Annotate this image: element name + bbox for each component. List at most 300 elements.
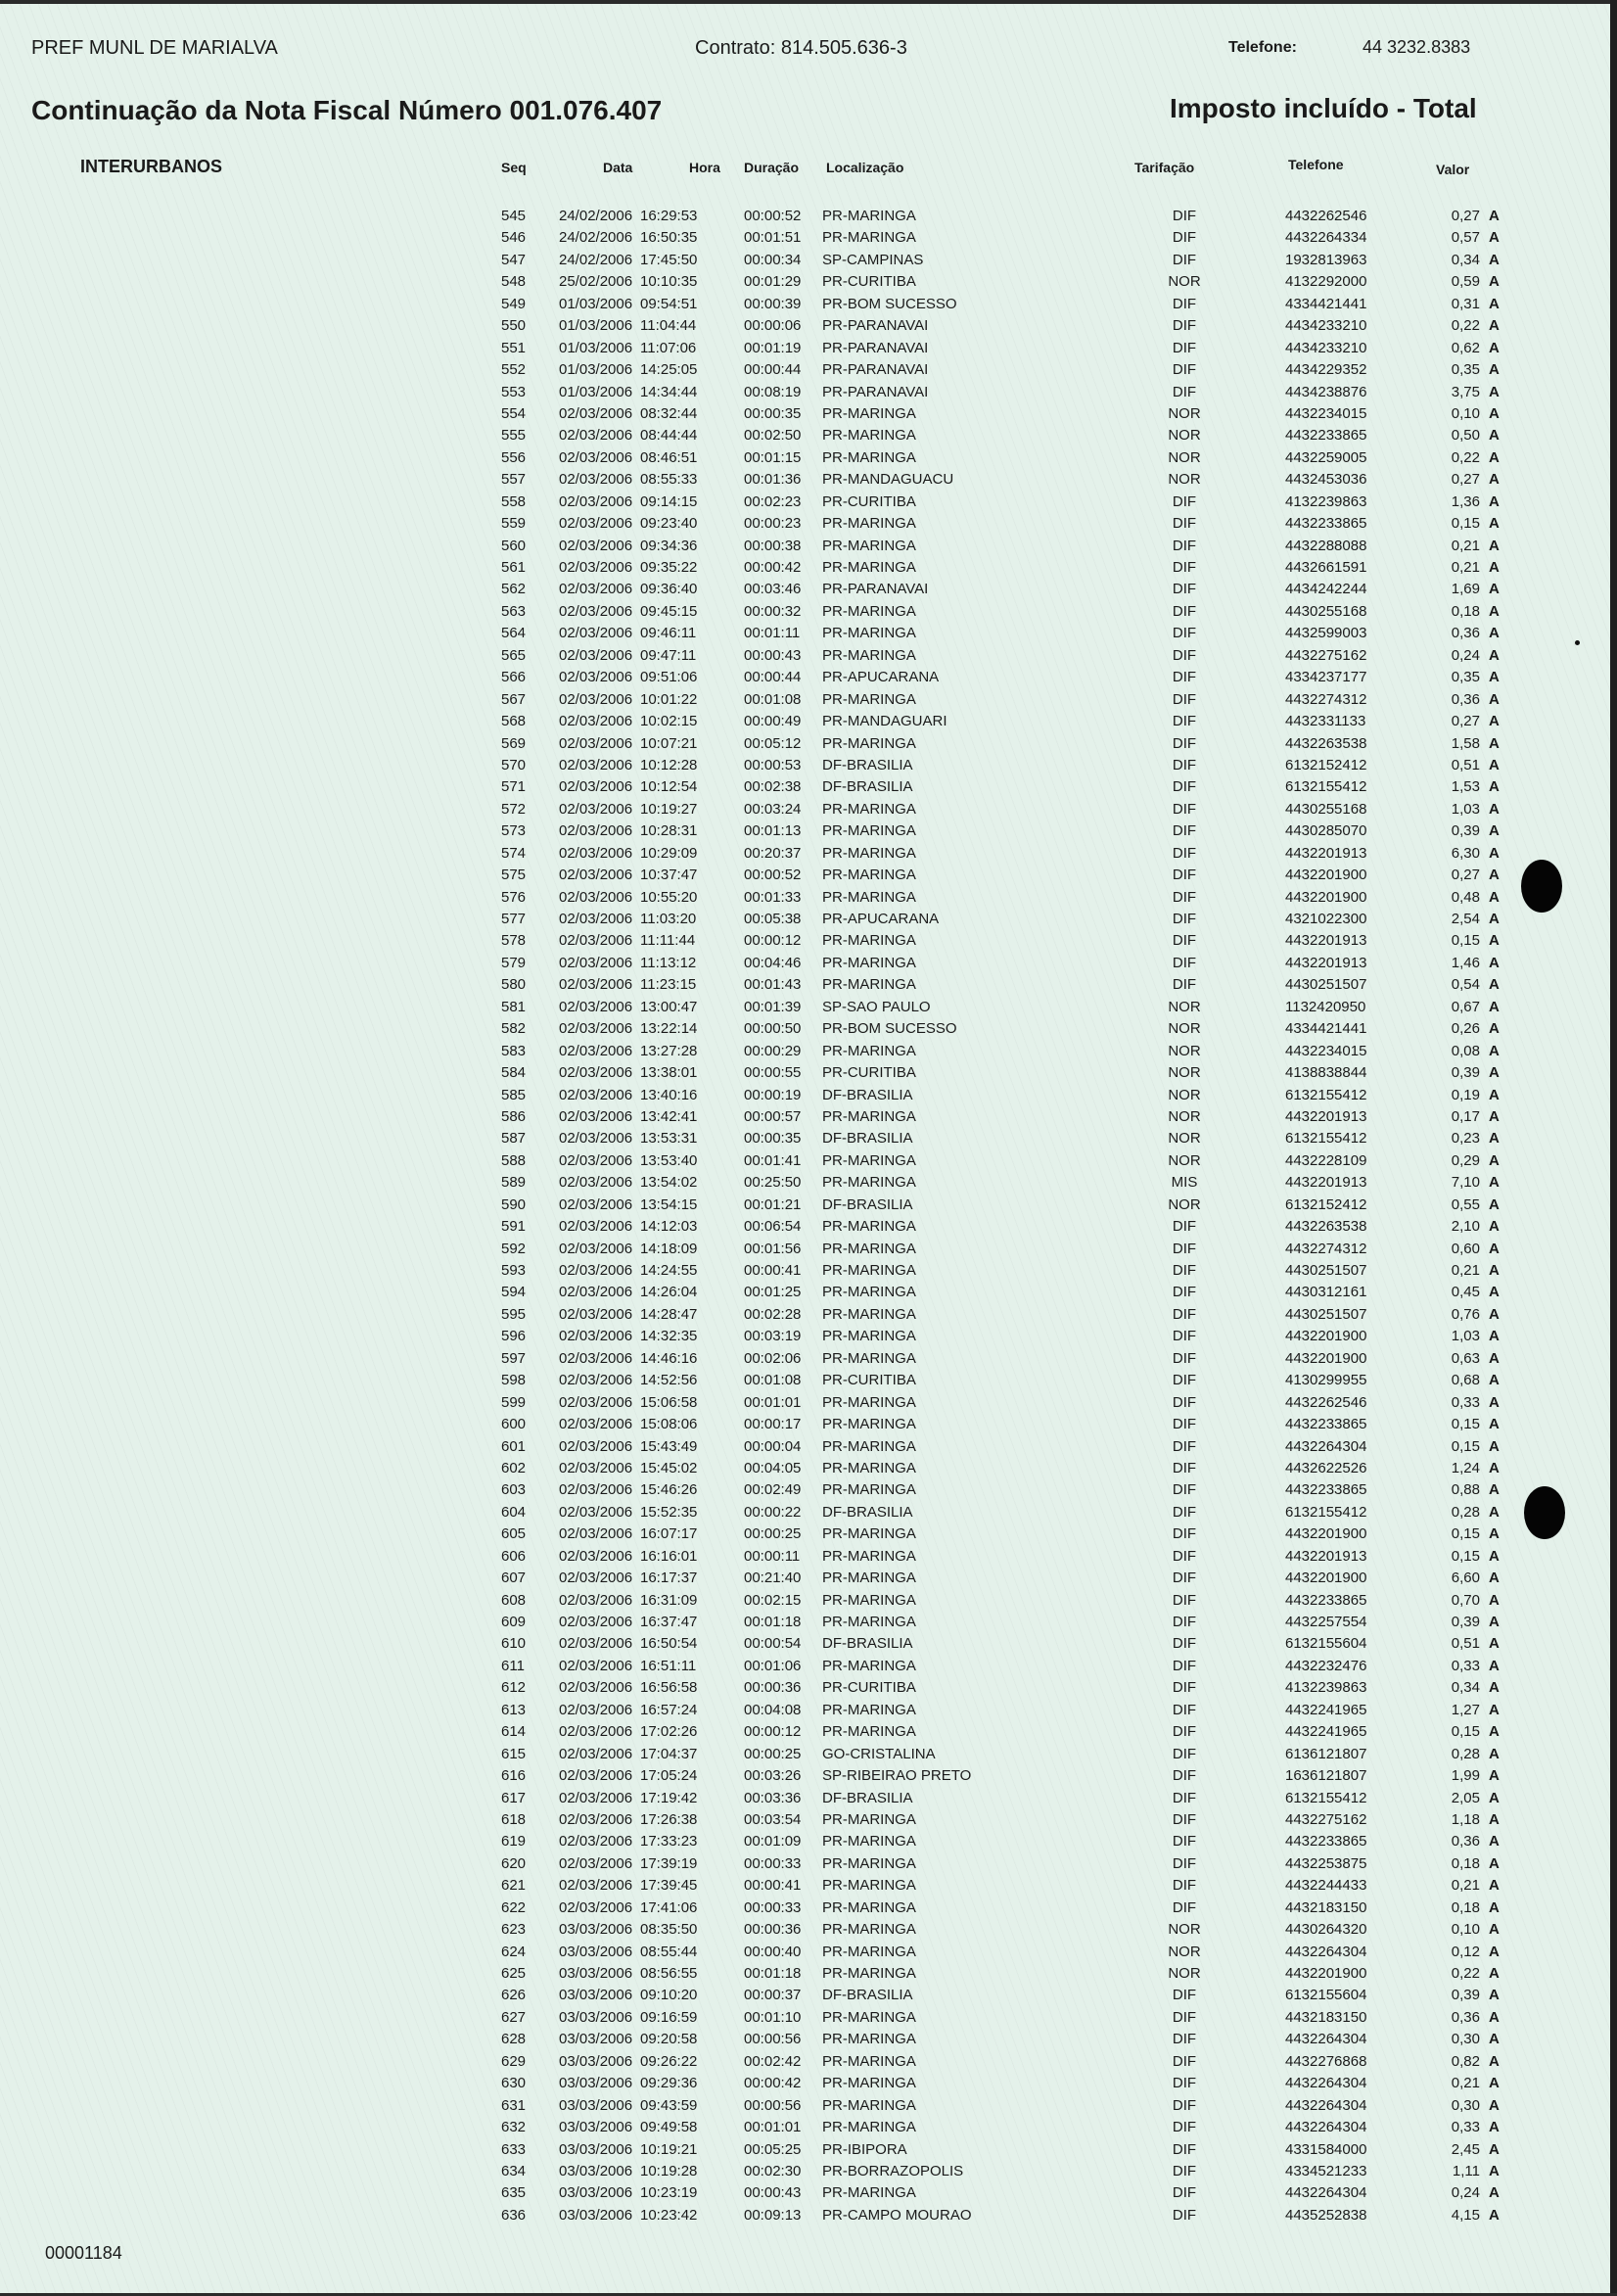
cell-flag: A [1489,646,1500,664]
cell-telefone: 4132239863 [1285,1679,1367,1697]
cell-seq: 553 [501,383,527,400]
cell-seq: 617 [501,1789,527,1806]
cell-localizacao: PR-MARINGA [822,1921,916,1939]
table-row [0,689,1617,711]
cell-telefone: 4432234015 [1285,404,1367,422]
cell-tarifacao: DIF [1172,1393,1197,1411]
cell-date: 02/03/2006 [559,1195,633,1213]
cell-telefone: 1132420950 [1285,998,1366,1015]
cell-seq: 546 [501,229,527,247]
cell-valor: 0,22 [1451,1965,1480,1982]
table-row [0,536,1617,557]
cell-localizacao: PR-MARINGA [822,448,916,466]
cell-valor: 0,15 [1451,1416,1480,1433]
cell-duracao: 00:01:25 [744,1284,802,1301]
cell-flag: A [1489,1328,1500,1345]
table-row [0,1172,1617,1194]
cell-seq: 631 [501,2096,527,2114]
cell-seq: 625 [501,1965,527,1982]
cell-duracao: 00:00:12 [744,932,802,950]
cell-hora: 16:29:53 [640,208,698,224]
cell-hora: 15:52:35 [640,1503,698,1521]
cell-valor: 0,19 [1451,1086,1480,1103]
tax-note-title: Imposto incluído - Total [1170,93,1477,123]
cell-telefone: 4130299955 [1285,1372,1367,1389]
cell-valor: 0,39 [1451,1614,1480,1630]
cell-date: 01/03/2006 [559,361,633,379]
cell-flag: A [1489,448,1500,466]
cell-localizacao: DF-BRASILIA [822,1987,913,2004]
cell-date: 01/03/2006 [559,383,633,400]
cell-localizacao: PR-MARINGA [822,559,916,576]
cell-telefone: 4430251507 [1285,1262,1367,1279]
table-row [0,1677,1617,1699]
col-header-seq: Seq [501,160,527,175]
col-header-hora: Hora [689,160,720,175]
cell-tarifacao: DIF [1172,1854,1197,1872]
table-row [0,315,1617,337]
cell-telefone: 4432241965 [1285,1723,1367,1741]
cell-localizacao: PR-MARINGA [822,602,916,620]
cell-valor: 0,18 [1451,1854,1480,1872]
cell-seq: 564 [501,625,527,642]
cell-duracao: 00:01:11 [744,625,801,642]
cell-telefone: 4432234015 [1285,1042,1367,1059]
cell-flag: A [1489,1614,1500,1630]
cell-telefone: 4432263538 [1285,734,1367,752]
cell-valor: 0,26 [1451,1020,1480,1038]
cell-date: 02/03/2006 [559,1679,633,1697]
cell-tarifacao: DIF [1172,1789,1197,1806]
cell-localizacao: PR-MARINGA [822,1328,916,1345]
cell-date: 02/03/2006 [559,1284,633,1301]
cell-duracao: 00:01:01 [744,1393,802,1411]
cell-telefone: 6132155604 [1285,1987,1367,2004]
cell-telefone: 4432257554 [1285,1614,1367,1630]
cell-valor: 0,10 [1451,1921,1480,1939]
cell-seq: 628 [501,2031,527,2048]
cell-date: 02/03/2006 [559,1833,633,1851]
table-row [0,1831,1617,1852]
cell-date: 03/03/2006 [559,2031,633,2048]
cell-seq: 556 [501,448,527,466]
table-row [0,294,1617,315]
cell-valor: 0,21 [1451,559,1480,576]
table-row [0,250,1617,271]
table-row [0,1546,1617,1568]
cell-tarifacao: DIF [1172,317,1197,335]
cell-flag: A [1489,1107,1500,1125]
cell-duracao: 00:01:36 [744,471,802,489]
cell-date: 02/03/2006 [559,734,633,752]
cell-date: 02/03/2006 [559,625,633,642]
cell-seq: 598 [501,1372,527,1389]
cell-valor: 0,15 [1451,1547,1480,1565]
cell-valor: 1,53 [1451,778,1480,796]
cell-date: 02/03/2006 [559,404,633,422]
cell-seq: 596 [501,1328,527,1345]
cell-flag: A [1489,734,1500,752]
cell-tarifacao: DIF [1172,1657,1197,1674]
cell-tarifacao: DIF [1172,1416,1197,1433]
table-row [0,447,1617,469]
cell-date: 02/03/2006 [559,1854,633,1872]
cell-telefone: 4432262546 [1285,1393,1367,1411]
cell-valor: 0,35 [1451,669,1480,686]
cell-valor: 0,33 [1451,1393,1480,1411]
cell-localizacao: PR-MARINGA [822,1174,916,1192]
cell-duracao: 00:00:42 [744,559,802,576]
cell-duracao: 00:01:21 [744,1195,802,1213]
cell-hora: 11:04:44 [640,317,697,335]
cell-flag: A [1489,1372,1500,1389]
cell-localizacao: PR-CURITIBA [822,1679,916,1697]
cell-telefone: 4432262546 [1285,208,1367,224]
cell-tarifacao: DIF [1172,1987,1197,2004]
cell-localizacao: PR-MARINGA [822,1591,916,1609]
cell-hora: 08:35:50 [640,1921,698,1939]
table-row [0,1523,1617,1545]
cell-date: 03/03/2006 [559,2184,633,2202]
cell-seq: 548 [501,273,527,291]
cell-telefone: 6132155412 [1285,1086,1367,1103]
cell-seq: 579 [501,954,527,971]
cell-valor: 0,15 [1451,1723,1480,1741]
cell-date: 02/03/2006 [559,1635,633,1653]
cell-flag: A [1489,888,1500,906]
cell-tarifacao: DIF [1172,515,1197,533]
cell-tarifacao: DIF [1172,1218,1197,1236]
cell-localizacao: PR-MARINGA [822,1305,916,1323]
cell-telefone: 4434242244 [1285,581,1367,598]
cell-hora: 10:12:28 [640,756,698,773]
cell-flag: A [1489,1020,1500,1038]
cell-flag: A [1489,1877,1500,1895]
table-row [0,820,1617,842]
cell-seq: 599 [501,1393,527,1411]
cell-localizacao: DF-BRASILIA [822,1503,913,1521]
cell-seq: 573 [501,822,527,840]
table-row [0,1216,1617,1238]
cell-date: 02/03/2006 [559,1547,633,1565]
cell-tarifacao: DIF [1172,1459,1197,1476]
cell-localizacao: PR-MARINGA [822,1218,916,1236]
cell-telefone: 4434238876 [1285,383,1367,400]
cell-tarifacao: NOR [1168,404,1201,422]
cell-valor: 0,31 [1451,295,1480,312]
cell-date: 03/03/2006 [559,1943,633,1960]
cell-tarifacao: DIF [1172,2031,1197,2048]
cell-hora: 10:12:54 [640,778,698,796]
cell-flag: A [1489,1525,1500,1543]
cell-valor: 0,22 [1451,317,1480,335]
cell-tarifacao: DIF [1172,778,1197,796]
cell-date: 02/03/2006 [559,1416,633,1433]
cell-telefone: 4430251507 [1285,976,1367,994]
cell-date: 02/03/2006 [559,1130,633,1148]
table-row [0,557,1617,579]
cell-valor: 0,22 [1451,448,1480,466]
cell-flag: A [1489,822,1500,840]
cell-telefone: 4432201900 [1285,1328,1367,1345]
cell-seq: 586 [501,1107,527,1125]
cell-flag: A [1489,1262,1500,1279]
cell-tarifacao: NOR [1168,427,1201,445]
cell-telefone: 4334237177 [1285,669,1367,686]
col-header-data: Data [603,160,633,175]
cell-date: 02/03/2006 [559,1723,633,1741]
cell-date: 02/03/2006 [559,602,633,620]
cell-tarifacao: DIF [1172,976,1197,994]
cell-telefone: 4432233865 [1285,427,1367,445]
cell-localizacao: SP-RIBEIRAO PRETO [822,1767,972,1785]
cell-valor: 0,39 [1451,1987,1480,2004]
cell-localizacao: PR-MARINGA [822,1042,916,1059]
table-row [0,1239,1617,1260]
table-row [0,469,1617,491]
cell-tarifacao: DIF [1172,251,1197,268]
cell-tarifacao: DIF [1172,2119,1197,2136]
phone-label: Telefone: [1228,39,1297,56]
cell-localizacao: PR-MARINGA [822,1657,916,1674]
cell-flag: A [1489,515,1500,533]
table-row [0,755,1617,776]
cell-hora: 09:46:11 [640,625,697,642]
cell-seq: 600 [501,1416,527,1433]
col-header-telefone: Telefone [1288,157,1344,172]
cell-localizacao: PR-PARANAVAI [822,383,929,400]
cell-seq: 580 [501,976,527,994]
cell-seq: 567 [501,690,527,708]
cell-telefone: 4432201900 [1285,1570,1367,1587]
cell-hora: 16:57:24 [640,1701,698,1718]
cell-telefone: 4432201900 [1285,1525,1367,1543]
table-row [0,359,1617,381]
cell-valor: 0,15 [1451,515,1480,533]
cell-valor: 0,33 [1451,2119,1480,2136]
cell-telefone: 4432622526 [1285,1459,1367,1476]
cell-duracao: 00:04:08 [744,1701,802,1718]
cell-hora: 17:39:45 [640,1877,698,1895]
table-row [0,2117,1617,2138]
cell-telefone: 6132152412 [1285,1195,1367,1213]
table-row [0,271,1617,293]
cell-seq: 593 [501,1262,527,1279]
table-row [0,338,1617,359]
cell-tarifacao: DIF [1172,361,1197,379]
cell-flag: A [1489,778,1500,796]
cell-flag: A [1489,911,1500,927]
cell-duracao: 00:00:43 [744,646,802,664]
cell-valor: 4,15 [1451,2206,1480,2224]
cell-seq: 619 [501,1833,527,1851]
cell-hora: 14:12:03 [640,1218,698,1236]
punch-hole-upper [1521,860,1562,913]
cell-hora: 17:02:26 [640,1723,698,1741]
cell-duracao: 00:00:22 [744,1503,802,1521]
cell-date: 02/03/2006 [559,1767,633,1785]
table-row [0,1942,1617,1963]
table-row [0,930,1617,952]
cell-date: 03/03/2006 [559,2008,633,2026]
cell-duracao: 00:00:39 [744,295,802,312]
cell-valor: 0,35 [1451,361,1480,379]
cell-tarifacao: DIF [1172,867,1197,884]
cell-telefone: 4432275162 [1285,1810,1367,1828]
cell-duracao: 00:08:19 [744,383,802,400]
cell-date: 02/03/2006 [559,1064,633,1082]
cell-seq: 634 [501,2162,527,2179]
cell-hora: 13:54:15 [640,1195,698,1213]
cell-localizacao: PR-MARINGA [822,1570,916,1587]
cell-flag: A [1489,1305,1500,1323]
cell-duracao: 00:02:06 [744,1349,802,1367]
cell-tarifacao: NOR [1168,1130,1201,1148]
cell-valor: 0,36 [1451,1833,1480,1851]
cell-flag: A [1489,208,1500,224]
cell-hora: 14:34:44 [640,383,698,400]
cell-duracao: 00:05:12 [744,734,802,752]
cell-hora: 16:17:37 [640,1570,698,1587]
cell-flag: A [1489,1130,1500,1148]
table-row [0,776,1617,798]
cell-date: 01/03/2006 [559,295,633,312]
cell-telefone: 4432274312 [1285,1240,1367,1257]
table-row [0,1985,1617,2006]
cell-tarifacao: DIF [1172,1767,1197,1785]
cell-duracao: 00:02:23 [744,492,802,510]
cell-telefone: 4432183150 [1285,1898,1367,1916]
cell-duracao: 00:03:24 [744,800,802,818]
cell-seq: 597 [501,1349,527,1367]
cell-localizacao: PR-MARINGA [822,2052,916,2070]
cell-date: 02/03/2006 [559,1328,633,1345]
cell-hora: 15:08:06 [640,1416,698,1433]
cell-date: 02/03/2006 [559,954,633,971]
cell-hora: 17:26:38 [640,1810,698,1828]
cell-duracao: 00:00:33 [744,1854,802,1872]
cell-valor: 0,34 [1451,1679,1480,1697]
cell-hora: 16:56:58 [640,1679,698,1697]
cell-telefone: 4432259005 [1285,448,1367,466]
cell-seq: 594 [501,1284,527,1301]
cell-duracao: 00:03:46 [744,581,802,598]
table-row [0,1700,1617,1721]
cell-flag: A [1489,954,1500,971]
cell-valor: 0,21 [1451,2075,1480,2092]
table-row [0,1590,1617,1612]
table-row [0,2139,1617,2161]
table-row [0,513,1617,535]
cell-hora: 08:56:55 [640,1965,698,1982]
cell-localizacao: PR-MANDAGUARI [822,713,947,730]
cell-date: 03/03/2006 [559,2075,633,2092]
cell-duracao: 00:09:13 [744,2206,802,2224]
cell-telefone: 4432233865 [1285,515,1367,533]
cell-flag: A [1489,1745,1500,1762]
cell-localizacao: DF-BRASILIA [822,1086,913,1103]
cell-duracao: 00:01:43 [744,976,802,994]
cell-date: 02/03/2006 [559,998,633,1015]
cell-hora: 13:40:16 [640,1086,698,1103]
cell-flag: A [1489,1789,1500,1806]
cell-valor: 0,34 [1451,251,1480,268]
cell-seq: 550 [501,317,527,335]
cell-hora: 10:23:42 [640,2206,698,2224]
cell-valor: 2,10 [1451,1218,1480,1236]
cell-valor: 1,36 [1451,492,1480,510]
cell-duracao: 00:00:52 [744,867,802,884]
cell-seq: 624 [501,1943,527,1960]
cell-duracao: 00:00:41 [744,1262,802,1279]
cell-hora: 09:47:11 [640,646,697,664]
cell-flag: A [1489,1987,1500,2004]
cell-date: 02/03/2006 [559,1481,633,1499]
cell-seq: 608 [501,1591,527,1609]
cell-hora: 08:46:51 [640,448,698,466]
cell-duracao: 00:00:17 [744,1416,802,1433]
cell-flag: A [1489,713,1500,730]
cell-tarifacao: DIF [1172,690,1197,708]
cell-localizacao: PR-MARINGA [822,932,916,950]
cell-date: 02/03/2006 [559,844,633,862]
cell-tarifacao: DIF [1172,734,1197,752]
cell-duracao: 00:02:30 [744,2162,802,2179]
cell-tarifacao: DIF [1172,1570,1197,1587]
cell-valor: 0,21 [1451,537,1480,554]
cell-hora: 09:45:15 [640,602,698,620]
cell-flag: A [1489,1240,1500,1257]
table-row [0,1721,1617,1743]
cell-valor: 0,45 [1451,1284,1480,1301]
cell-seq: 575 [501,867,527,884]
cell-hora: 08:55:44 [640,1943,698,1960]
cell-seq: 626 [501,1987,527,2004]
cell-valor: 0,36 [1451,690,1480,708]
table-row [0,2161,1617,2182]
cell-localizacao: PR-CURITIBA [822,1372,916,1389]
cell-localizacao: PR-CURITIBA [822,1064,916,1082]
cell-tarifacao: DIF [1172,383,1197,400]
cell-flag: A [1489,867,1500,884]
table-row [0,1150,1617,1172]
cell-tarifacao: DIF [1172,1305,1197,1323]
cell-telefone: 4430312161 [1285,1284,1367,1301]
cell-date: 02/03/2006 [559,778,633,796]
cell-flag: A [1489,427,1500,445]
cell-seq: 561 [501,559,527,576]
cell-hora: 11:11:44 [640,932,696,950]
cell-hora: 10:19:27 [640,800,698,818]
calls-table [0,206,1617,2226]
cell-seq: 581 [501,998,527,1015]
cell-date: 02/03/2006 [559,448,633,466]
cell-localizacao: PR-PARANAVAI [822,339,929,356]
cell-hora: 16:50:35 [640,229,698,247]
cell-localizacao: PR-MARINGA [822,427,916,445]
cell-hora: 16:37:47 [640,1614,698,1630]
cell-seq: 565 [501,646,527,664]
cell-date: 02/03/2006 [559,1459,633,1476]
cell-flag: A [1489,1459,1500,1476]
cell-telefone: 4434233210 [1285,339,1367,356]
cell-telefone: 6132152412 [1285,756,1367,773]
cell-tarifacao: DIF [1172,1437,1197,1455]
cell-duracao: 00:00:55 [744,1064,802,1082]
cell-duracao: 00:25:50 [744,1174,802,1192]
cell-hora: 16:50:54 [640,1635,698,1653]
cell-flag: A [1489,1810,1500,1828]
